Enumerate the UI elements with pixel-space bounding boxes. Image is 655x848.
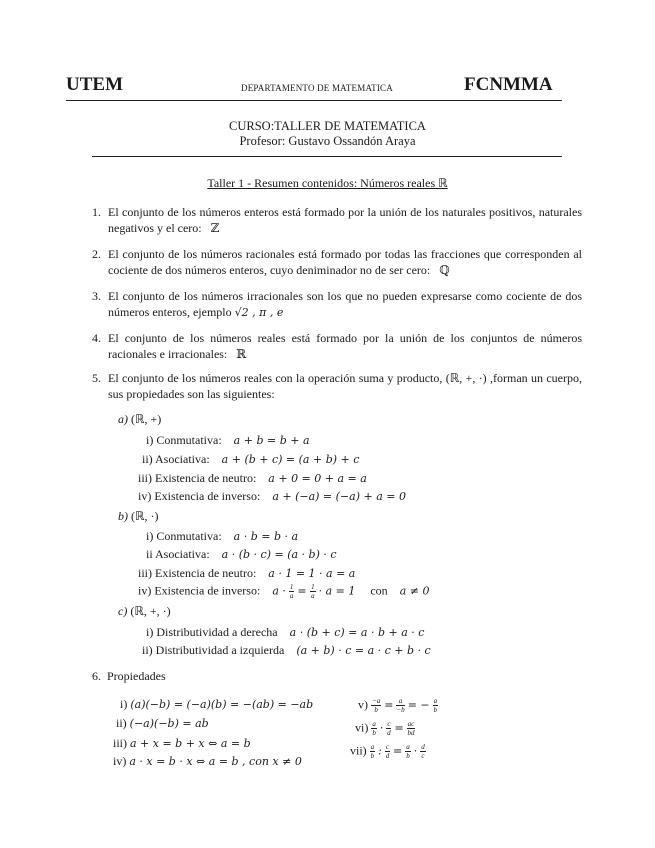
prop-b-iii: iii) Existencia de neutro: a · 1 = 1 · a = a — [138, 566, 356, 580]
prop6-ii: ii) (−a)(−b) = ab — [116, 716, 209, 730]
prop6-iv: iv) a · x = b · x ⇔ a = b , con x ≠ 0 — [113, 754, 302, 768]
group-b: b) (ℝ, ·) — [118, 509, 159, 523]
list-item-6: 6. Propiedades — [92, 669, 166, 683]
course-title: CURSO:TALLER DE MATEMATICA — [229, 119, 426, 133]
prop-a-i: i) Conmutativa: a + b = b + a — [146, 433, 310, 447]
course-professor: Profesor: Gustavo Ossandón Araya — [239, 134, 416, 148]
workshop-title: Taller 1 - Resumen contenidos: Números reales ℝ — [207, 176, 448, 190]
item-text: El conjunto de los números racionales está formado por todas las fracciones que corresponden al cociente de dos números enteros, cuyo deniminador no de ser cero: — [108, 247, 582, 277]
prop-a-iv: iv) Existencia de inverso: a + (−a) = (−a) + a = 0 — [138, 489, 406, 503]
item-number: 2. — [92, 247, 101, 261]
item-math: √2 , π , e — [234, 306, 284, 319]
item-text: El conjunto de los números irracionales son los que no pueden expresarse como cociente de dos números enteros, ejemplo — [108, 289, 582, 319]
prop-c-i: i) Distributividad a derecha a · (b + c) = a · b + a · c — [146, 625, 425, 639]
item-text: El conjunto de los números reales está formado por la unión de los conjuntos de números racionales e irracionales: — [108, 331, 582, 361]
item-number: 4. — [92, 331, 101, 345]
list-item-3 — [92, 288, 582, 321]
group-c: c) (ℝ, +, ·) — [118, 604, 171, 618]
item-number: 5. — [92, 371, 101, 385]
prop6-vi: vi) $\frac{a}{b}$ · $\frac{c}{d}$ = $\frac{ac}{bd}$ — [355, 720, 415, 737]
list-item-2 — [92, 246, 582, 278]
prop6-v: v) $\frac{-a}{b}$ = $\frac{a}{-b}$ = − $\frac{a}{b}$ — [358, 697, 438, 714]
item-math: ℤ — [210, 221, 220, 235]
prop-a-iii: iii) Existencia de neutro: a + 0 = 0 + a = a — [138, 471, 367, 485]
item-text: El conjunto de los números enteros está formado por la unión de los naturales positivos, naturales negativos y el cero: — [108, 205, 582, 235]
item-number: 3. — [92, 289, 101, 303]
header-center: DEPARTAMENTO DE MATEMATICA — [241, 83, 393, 93]
item-number: 1. — [92, 205, 101, 219]
prop-b-i: i) Conmutativa: a · b = b · a — [146, 529, 299, 543]
item-text: El conjunto de los números reales con la operación suma y producto, (ℝ, +, ·) ,forman un cuerpo, sus propiedades son las siguientes: — [108, 371, 582, 401]
list-item-1 — [92, 204, 582, 236]
prop6-vii: vii) $\frac{a}{b}$ : $\frac{c}{d}$ = $\frac{a}{b}$ · $\frac{d}{c}$ — [350, 743, 425, 760]
fraction: $\frac{1}{a}$ — [289, 583, 294, 600]
course-rule — [92, 156, 562, 157]
list-item-4 — [92, 330, 582, 362]
prop-b-ii: ii Asociativa: a · (b · c) = (a · b) · c — [146, 547, 337, 561]
header-right: FCNMMA — [464, 74, 553, 95]
prop-c-ii: ii) Distributividad a izquierda (a + b) · c = a · c + b · c — [142, 643, 431, 657]
list-item-5 — [92, 370, 582, 402]
prop6-iii: iii) a + x = b + x ⇔ a = b — [113, 736, 251, 750]
item-math: ℝ — [236, 347, 247, 361]
prop-a-ii: ii) Asociativa: a + (b + c) = (a + b) + c — [142, 452, 360, 466]
header-left: UTEM — [66, 74, 123, 95]
group-a: a) (ℝ, +) — [118, 412, 162, 426]
header-rule — [66, 100, 562, 101]
prop6-i: i) (a)(−b) = (−a)(b) = −(ab) = −ab — [120, 697, 314, 711]
fraction: $\frac{1}{a}$ — [311, 583, 315, 600]
item-math: ℚ — [439, 263, 450, 277]
prop-b-iv: iv) Existencia de inverso: a · $\frac{1}{a}$ = $\frac{1}{a}$ · a = 1 con a ≠ 0 — [138, 583, 430, 600]
